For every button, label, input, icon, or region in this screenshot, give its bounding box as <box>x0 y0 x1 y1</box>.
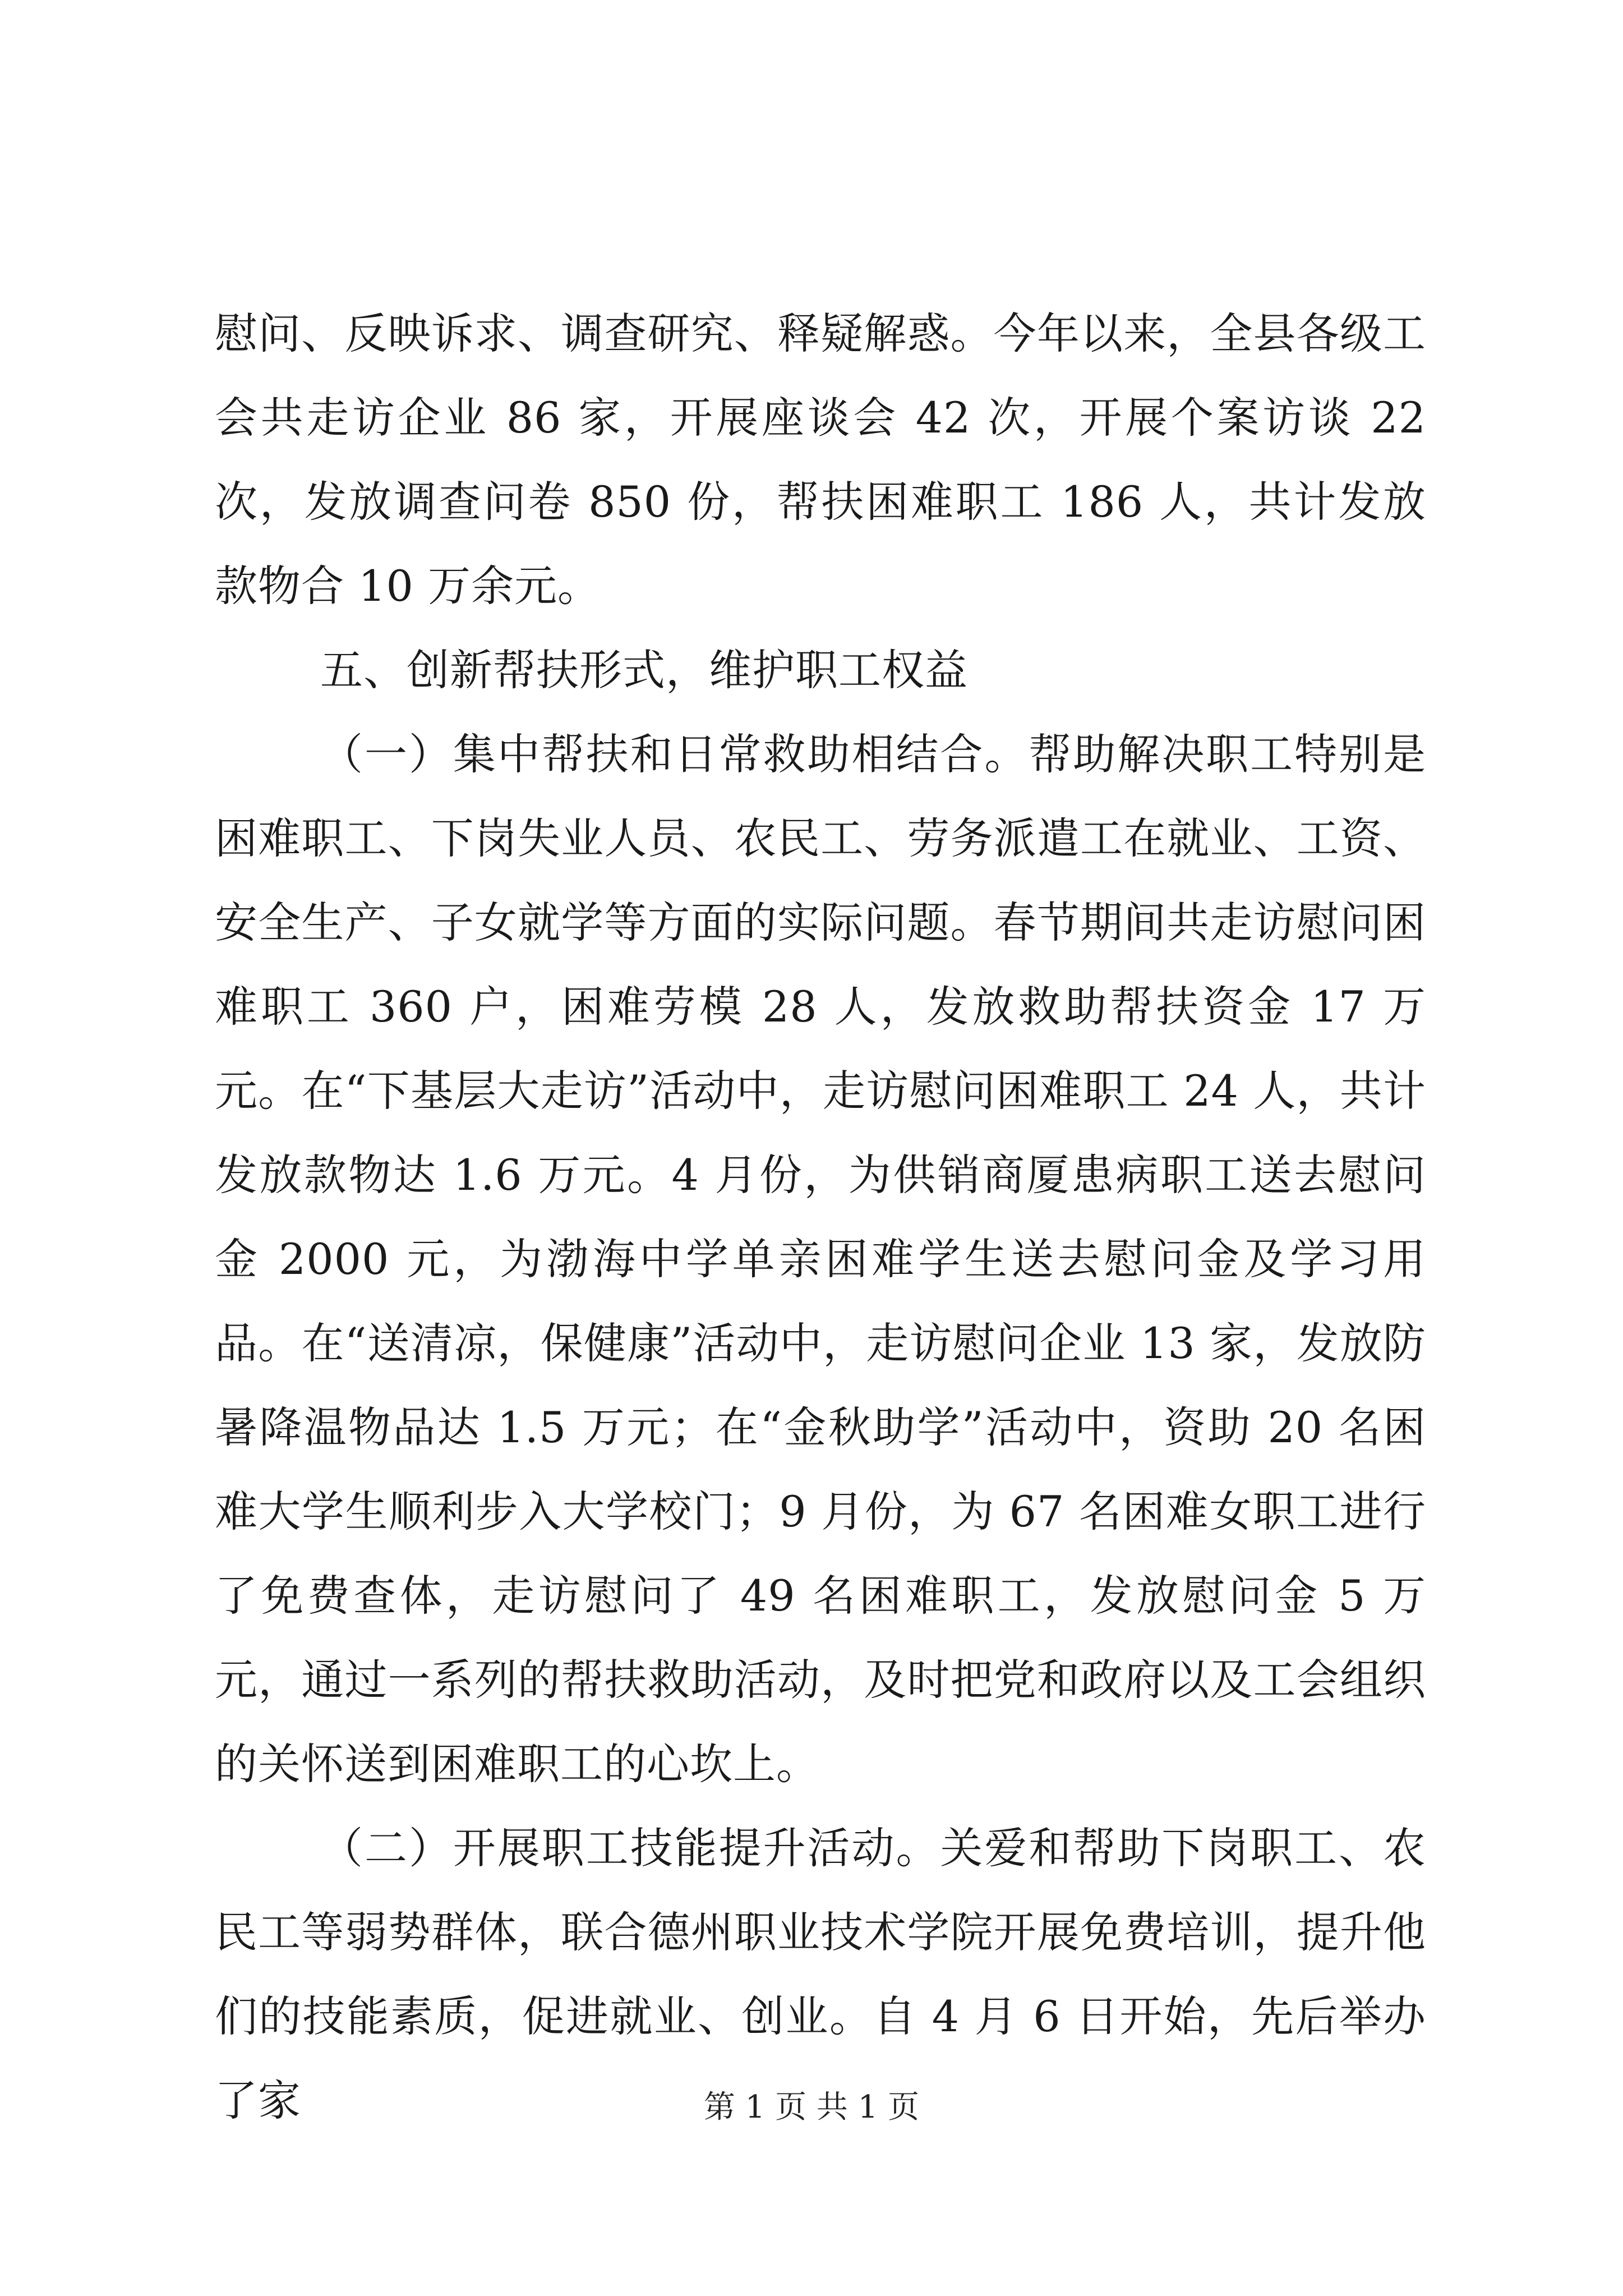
section-heading: 五、创新帮扶形式，维护职工权益 <box>320 645 968 695</box>
page-number-footer: 第 1 页 共 1 页 <box>703 2089 920 2125</box>
paragraph-continuation: 慰问、反映诉求、调查研究、释疑解惑。今年以来，全县各级工会共走访企业 86 家，开展座谈会 42 次，开展个案访谈 22 次，发放调查问卷 850 份，帮扶困难职工 186 人，共计发放款物合 10 万余元。 <box>215 309 1426 611</box>
document-body <box>215 292 1426 2143</box>
paragraph-subsection-2: （二）开展职工技能提升活动。关爱和帮助下岗职工、农民工等弱势群体，联合德州职业技术学院开展免费培训，提升他们的技能素质，促进就业、创业。自 4 月 6 日开始，先后举办了家 <box>215 1823 1426 2125</box>
paragraph-subsection-1: （一）集中帮扶和日常救助相结合。帮助解决职工特别是困难职工、下岗失业人员、农民工、劳务派遣工在就业、工资、安全生产、子女就学等方面的实际问题。春节期间共走访慰问困难职工 360 户，困难劳模 28 人，发放救助帮扶资金 17 万元。在“下基层大走访”活动中，走访慰问困难职工 24 人，共计发放款物达 1.6 万元。4 月份，为供销商厦患病职工送去慰问金 2000 元，为渤海中学单亲困难学生送去慰问金及学习用品。在“送清凉，保健康”活动中，走访慰问企业 13 家，发放防暑降温物品达 1.5 万元；在“金秋助学”活动中，资助 20 名困难大学生顺利步入大学校门；9 月份，为 67 名困难女职工进行了免费查体，走访慰问了 49 名困难职工，发放慰问金 5 万元，通过一系列的帮扶救助活动，及时把党和政府以及工会组织的关怀送到困难职工的心坎上。 <box>215 729 1426 1789</box>
